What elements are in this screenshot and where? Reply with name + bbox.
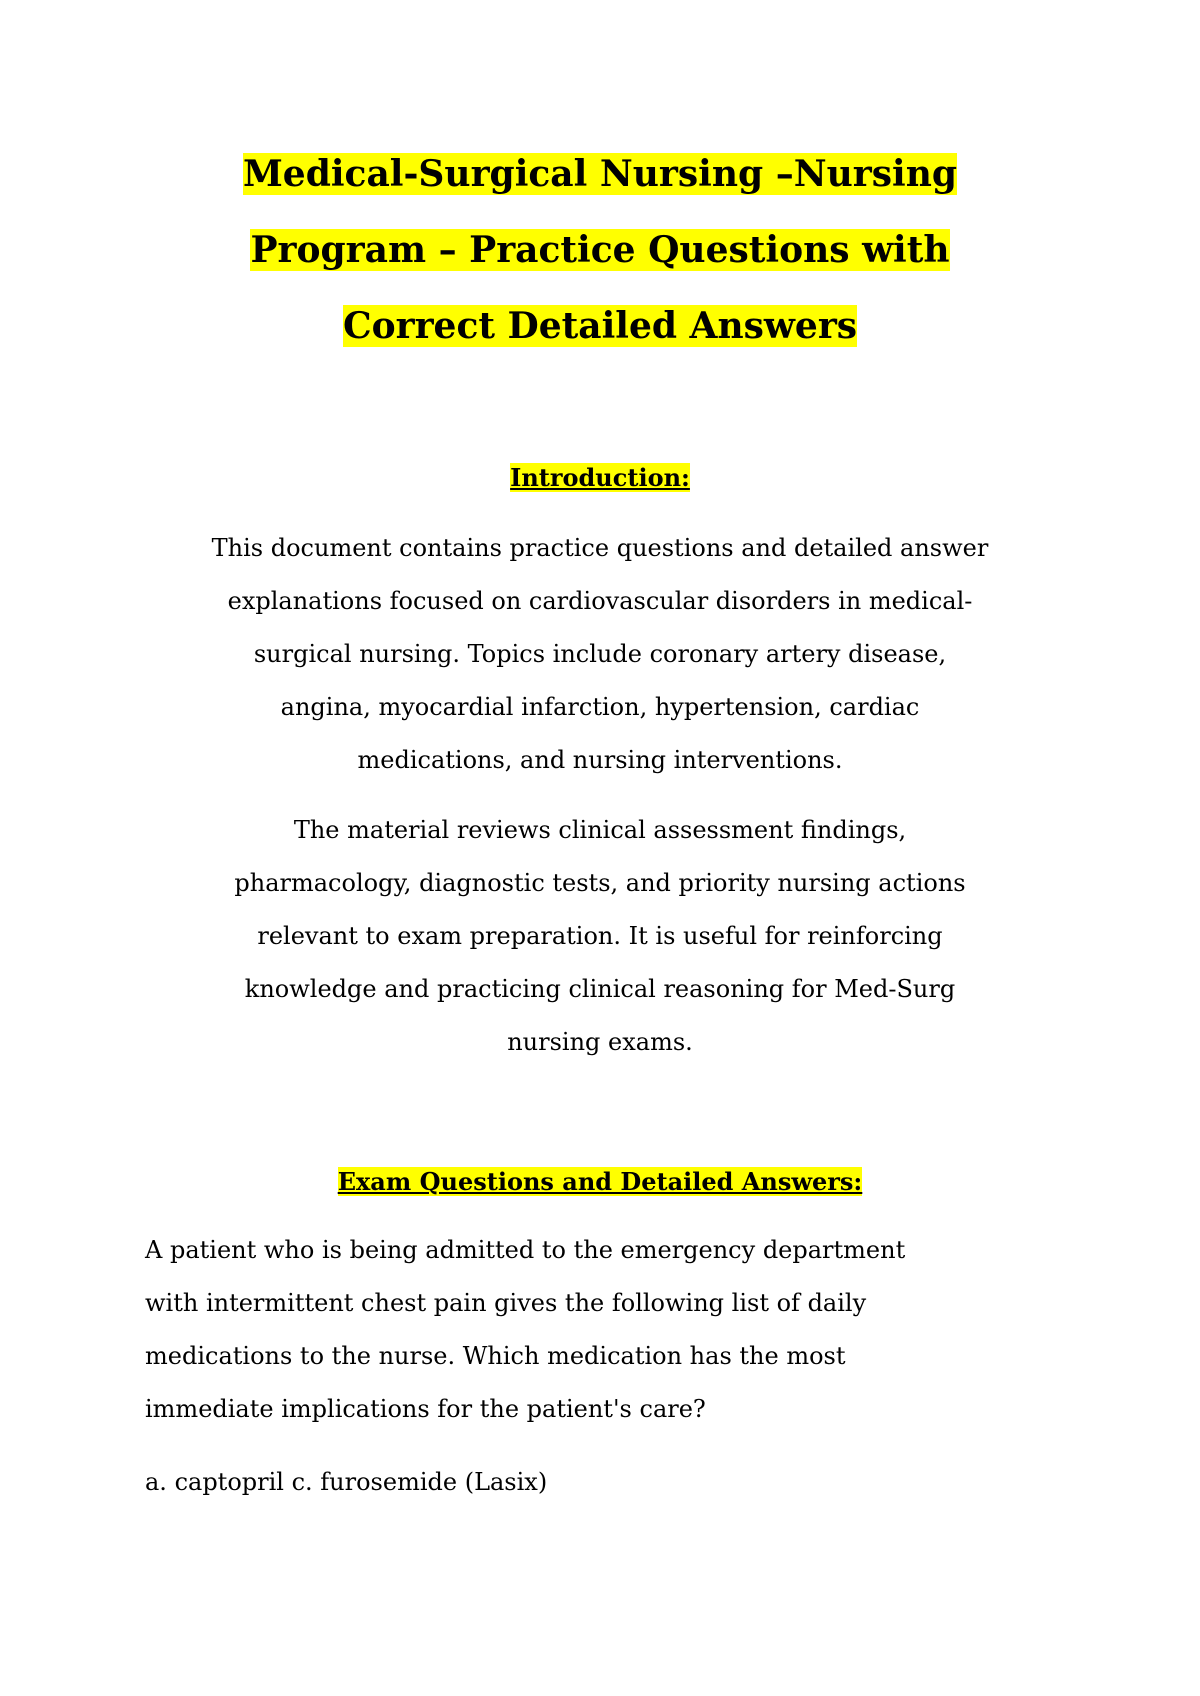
intro-paragraph-1 (120, 522, 1080, 787)
title-line-1: Medical-Surgical Nursing –Nursing (242, 153, 958, 195)
question-line: A patient who is being admitted to the emergency department (145, 1236, 906, 1264)
intro-p2-line: The material reviews clinical assessment findings, (293, 816, 907, 844)
title-line-2: Program – Practice Questions with (250, 229, 950, 271)
exam-questions-heading-text: Exam Questions and Detailed Answers: (337, 1167, 863, 1196)
intro-p1-line: This document contains practice questions and detailed answer (211, 534, 989, 562)
intro-p2-line: pharmacology, diagnostic tests, and priority nursing actions (234, 869, 966, 897)
answer-options-line: a. captopril c. furosemide (Lasix) (145, 1468, 548, 1496)
question-line: medications to the nurse. Which medication has the most (145, 1342, 846, 1370)
intro-paragraph-2 (120, 804, 1080, 1069)
question-line: with intermittent chest pain gives the following list of daily (145, 1289, 867, 1317)
question-line: immediate implications for the patient's care? (145, 1395, 706, 1423)
answer-options (145, 1456, 1105, 1509)
intro-p2-line: knowledge and practicing clinical reasoning for Med-Surg (244, 975, 956, 1003)
intro-p1-line: angina, myocardial infarction, hypertension, cardiac (280, 693, 920, 721)
document-title (100, 136, 1100, 364)
intro-p1-line: explanations focused on cardiovascular disorders in medical- (227, 587, 973, 615)
introduction-heading-text: Introduction: (510, 463, 690, 492)
intro-p2-line: nursing exams. (507, 1028, 693, 1056)
introduction-heading (100, 462, 1100, 494)
exam-questions-heading (100, 1166, 1100, 1198)
intro-p2-line: relevant to exam preparation. It is useful for reinforcing (257, 922, 943, 950)
title-line-3: Correct Detailed Answers (342, 305, 858, 347)
intro-p1-line: medications, and nursing interventions. (357, 746, 843, 774)
intro-p1-line: surgical nursing. Topics include coronary artery disease, (253, 640, 947, 668)
question-text (145, 1224, 1105, 1436)
